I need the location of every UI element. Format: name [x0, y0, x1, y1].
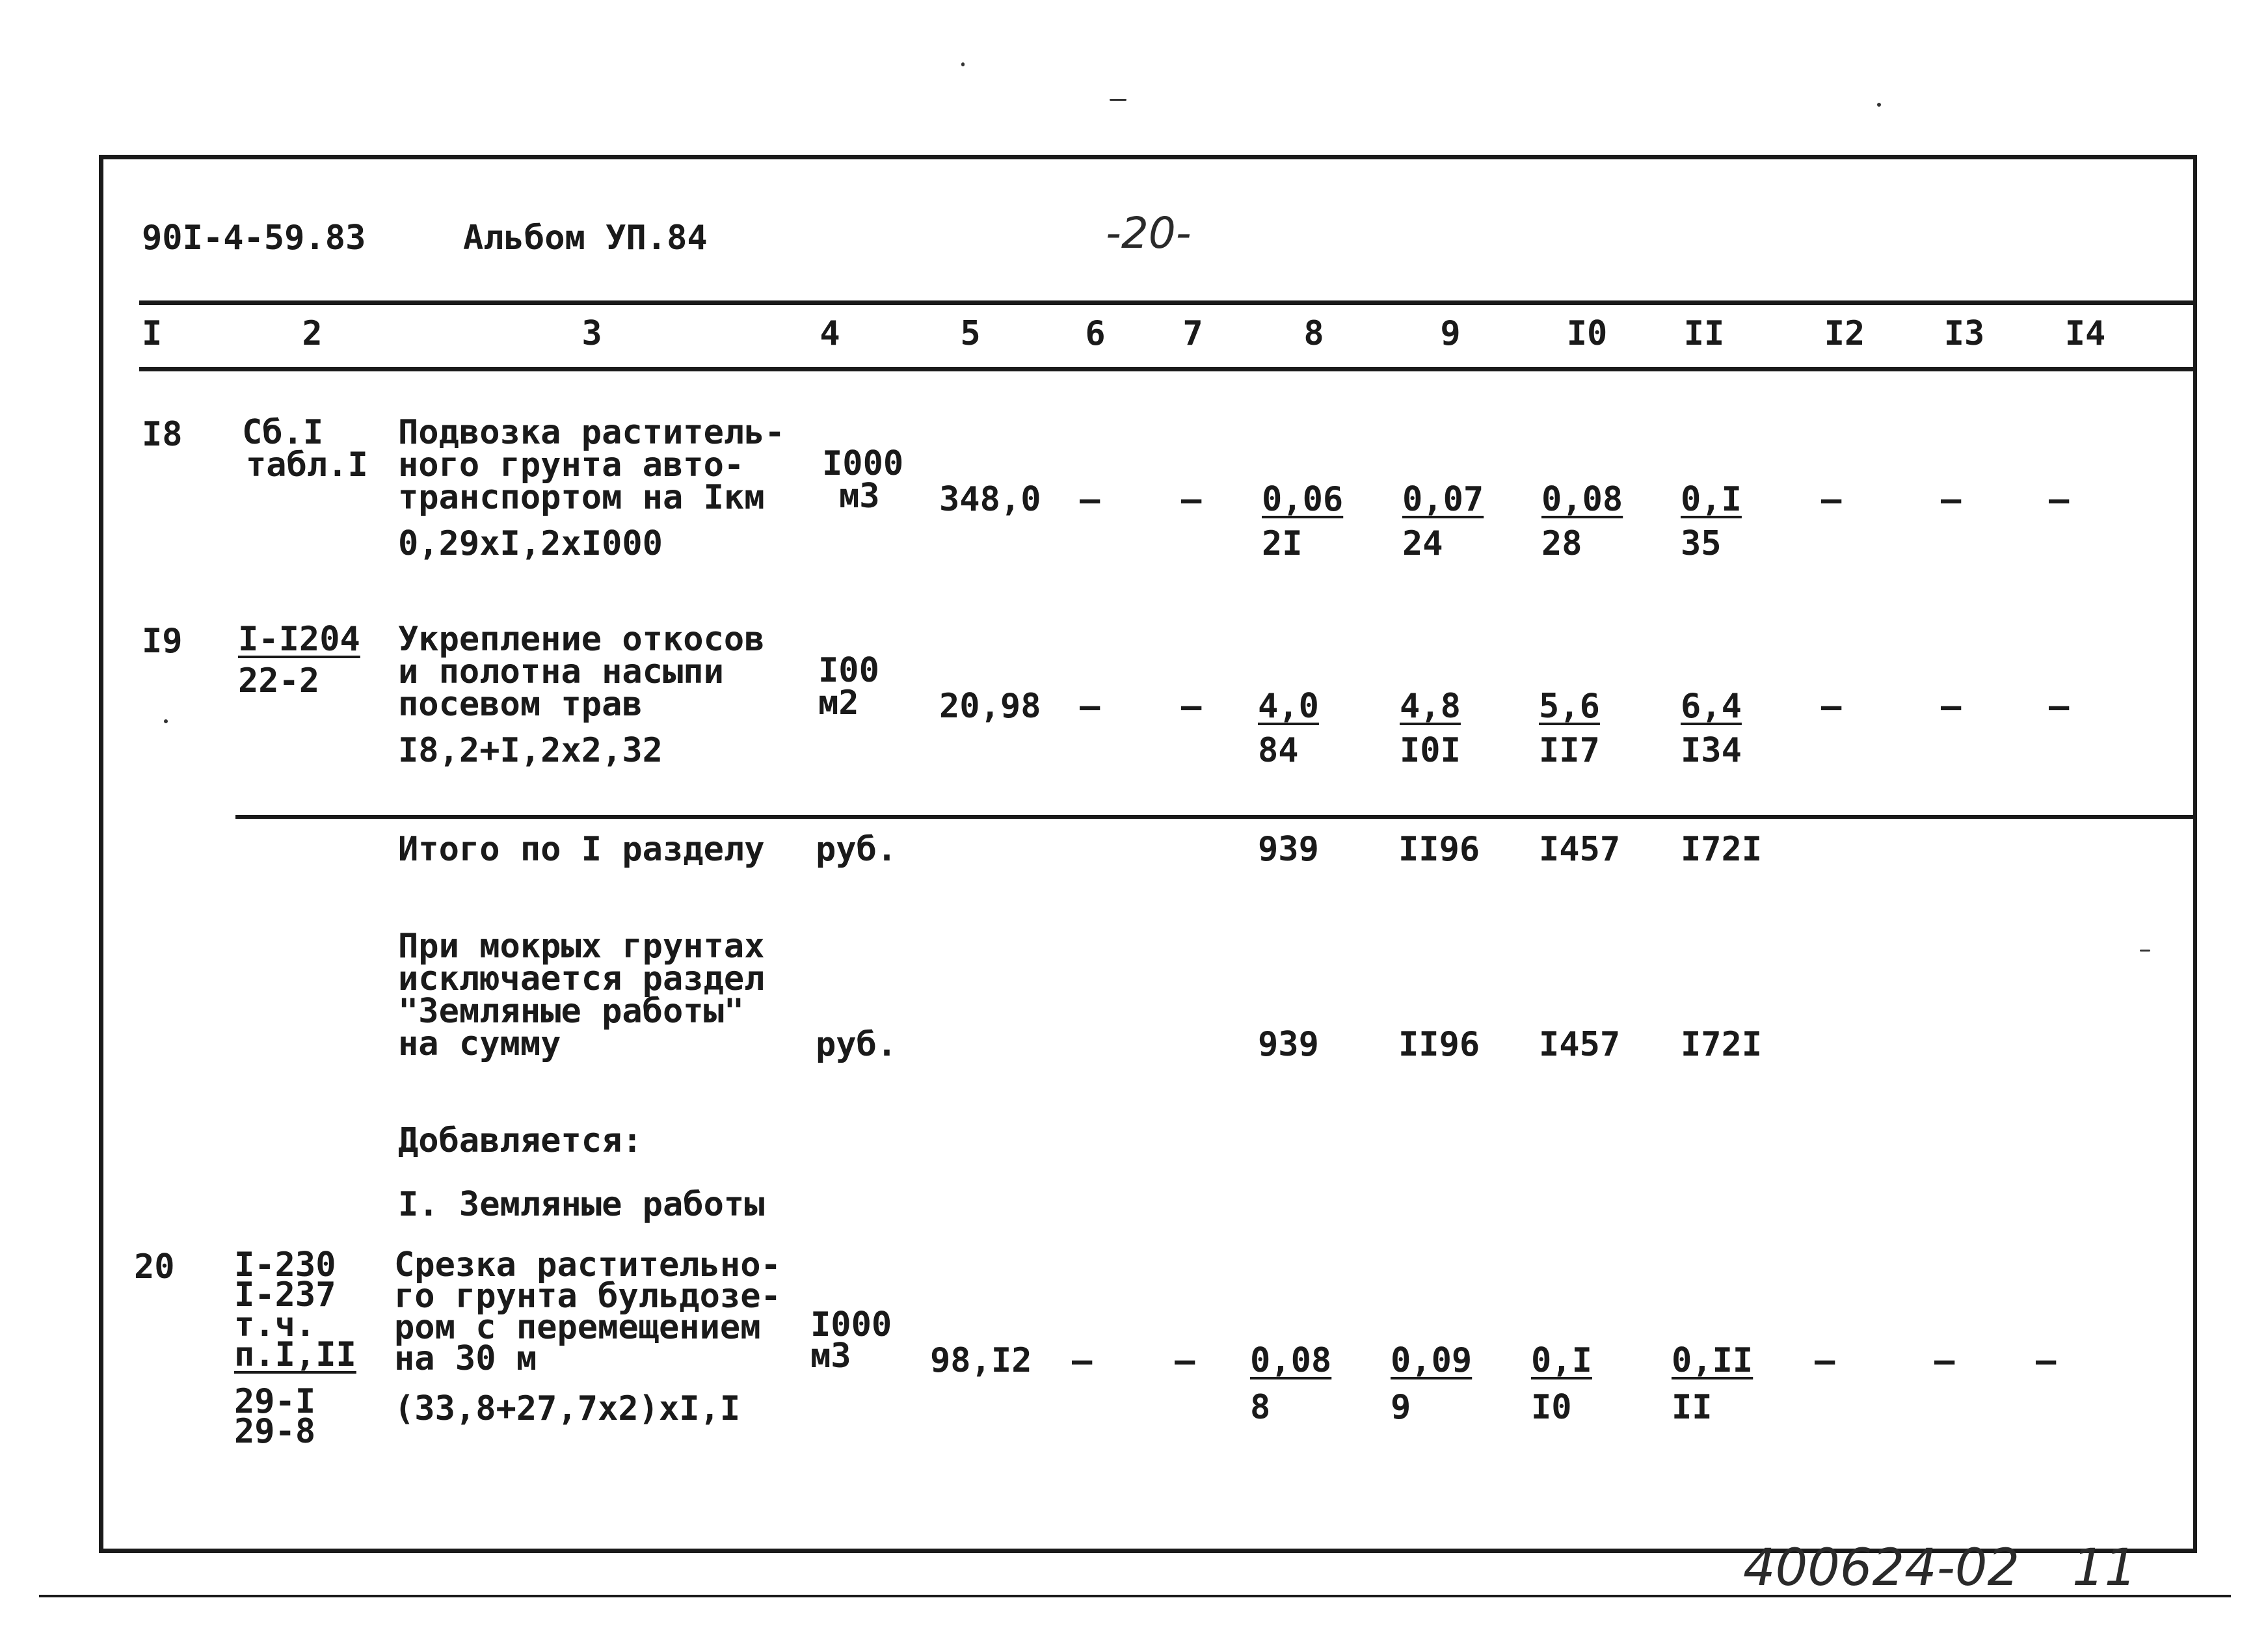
scan-speck	[2140, 950, 2150, 952]
col9-top: 0,09	[1391, 1341, 1473, 1380]
col14-value: –	[2036, 1341, 2057, 1380]
unit-line: I00	[818, 651, 879, 690]
col13-value: –	[1941, 480, 1962, 519]
note-col8: 939	[1258, 1025, 1319, 1064]
unit-line: м2	[818, 684, 859, 723]
unit-line: м3	[810, 1337, 851, 1376]
col8-top: 0,06	[1262, 480, 1344, 519]
col10-top: 0,I	[1531, 1341, 1592, 1380]
ref-line: 22-2	[238, 661, 320, 700]
col-header-11: II	[1683, 314, 1725, 353]
quantity: 348,0	[939, 480, 1041, 519]
section-label: I. Земляные работы	[398, 1185, 765, 1224]
desc-line: ром с перемещением	[394, 1308, 761, 1347]
col12-value: –	[1821, 687, 1842, 726]
col13-value: –	[1941, 687, 1962, 726]
col9-bottom: I0I	[1400, 731, 1461, 770]
formula: (33,8+27,7x2)xI,I	[394, 1389, 741, 1428]
col-header-12: I2	[1824, 314, 1865, 353]
ref-line: Сб.I	[242, 413, 324, 452]
col6-value: –	[1072, 1341, 1093, 1380]
ref-line: т.ч.	[234, 1305, 316, 1344]
col11-top: 0,I	[1681, 480, 1742, 519]
col9-top: 4,8	[1400, 687, 1461, 726]
desc-line: Подвозка раститель-	[398, 413, 785, 452]
col11-bottom: II	[1672, 1388, 1713, 1427]
subtotal-rule	[235, 815, 2197, 819]
header-top-rule	[139, 300, 2197, 305]
col12-value: –	[1815, 1341, 1835, 1380]
col14-value: –	[2049, 687, 2070, 726]
col9-top: 0,07	[1402, 480, 1484, 519]
col6-value: –	[1080, 687, 1100, 726]
col-header-14: I4	[2064, 314, 2106, 353]
formula: I8,2+I,2x2,32	[398, 731, 663, 770]
page-number: -20-	[1106, 208, 1192, 258]
col10-bottom: II7	[1539, 731, 1600, 770]
ref-line: I-237	[234, 1275, 336, 1314]
desc-line: на 30 м	[394, 1339, 537, 1378]
album-label: Альбом УП.84	[463, 219, 708, 258]
note-col10: I457	[1539, 1025, 1621, 1064]
total-unit: руб.	[816, 830, 898, 869]
footer-sheet-number: 11	[2072, 1539, 2137, 1597]
col9-bottom: 9	[1391, 1388, 1411, 1427]
note-line: на сумму	[398, 1024, 561, 1063]
unit-line: м3	[839, 477, 880, 516]
col8-bottom: 84	[1258, 731, 1299, 770]
col10-top: 5,6	[1539, 687, 1600, 726]
col-header-7: 7	[1182, 314, 1203, 353]
scan-speck	[164, 719, 168, 723]
col11-top: 6,4	[1681, 687, 1742, 726]
ref-line: I-230	[234, 1246, 336, 1285]
desc-line: ного грунта авто-	[398, 446, 745, 485]
row-number: I9	[142, 622, 183, 661]
ref-line: 29-8	[234, 1412, 316, 1451]
ref-line: п.I,II	[234, 1335, 356, 1374]
col-header-9: 9	[1440, 314, 1461, 353]
note-col9: II96	[1398, 1025, 1480, 1064]
note-col11: I72I	[1681, 1025, 1763, 1064]
col-header-2: 2	[302, 314, 323, 353]
col13-value: –	[1934, 1341, 1955, 1380]
header-bottom-rule	[139, 367, 2197, 371]
col-header-4: 4	[820, 314, 840, 353]
col14-value: –	[2049, 480, 2070, 519]
row-number: I8	[142, 415, 183, 454]
col8-top: 0,08	[1250, 1341, 1332, 1380]
scan-speck	[1877, 103, 1881, 107]
scan-speck	[1110, 99, 1126, 101]
ref-line: 29-I	[234, 1382, 316, 1421]
desc-line: транспортом на Iкм	[398, 478, 765, 517]
col12-value: –	[1821, 480, 1842, 519]
ref-line: табл.I	[246, 446, 368, 485]
col-header-10: I0	[1566, 314, 1608, 353]
quantity: 98,I2	[930, 1341, 1032, 1380]
col-header-6: 6	[1085, 314, 1106, 353]
total-col9: II96	[1398, 830, 1480, 869]
col11-bottom: 35	[1681, 524, 1722, 563]
col11-bottom: I34	[1681, 731, 1742, 770]
col11-top: 0,II	[1672, 1341, 1753, 1380]
desc-line: Срезка растительно-	[394, 1246, 781, 1285]
row-number: 20	[134, 1247, 175, 1286]
desc-line: го грунта бульдозе-	[394, 1277, 781, 1316]
note-line: При мокрых грунтах	[398, 927, 765, 966]
scan-speck	[961, 62, 965, 66]
col6-value: –	[1080, 480, 1100, 519]
col-header-3: 3	[581, 314, 602, 353]
unit-line: I000	[822, 444, 904, 483]
footer-handwritten-code: 400624-02	[1743, 1539, 2020, 1597]
col-header-5: 5	[960, 314, 981, 353]
col-header-13: I3	[1943, 314, 1985, 353]
col10-top: 0,08	[1541, 480, 1623, 519]
added-label: Добавляется:	[398, 1121, 643, 1160]
unit-line: I000	[810, 1305, 892, 1344]
total-col10: I457	[1539, 830, 1621, 869]
col-header-1: I	[142, 314, 163, 353]
col8-bottom: 8	[1250, 1388, 1271, 1427]
total-label: Итого по I разделу	[398, 830, 765, 869]
col7-value: –	[1175, 1341, 1195, 1380]
total-col11: I72I	[1681, 830, 1763, 869]
formula: 0,29xI,2xI000	[398, 524, 663, 563]
desc-line: и полотна насыпи	[398, 652, 724, 691]
col9-bottom: 24	[1402, 524, 1443, 563]
col-header-8: 8	[1303, 314, 1324, 353]
ref-line: I-I204	[238, 620, 360, 659]
col7-value: –	[1181, 480, 1202, 519]
total-col8: 939	[1258, 830, 1319, 869]
col7-value: –	[1181, 687, 1202, 726]
col10-bottom: 28	[1541, 524, 1582, 563]
note-line: исключается раздел	[398, 959, 765, 998]
desc-line: Укрепление откосов	[398, 620, 765, 659]
col10-bottom: I0	[1531, 1388, 1572, 1427]
doc-code: 90I-4-59.83	[142, 219, 366, 258]
col8-top: 4,0	[1258, 687, 1319, 726]
desc-line: посевом трав	[398, 685, 643, 724]
note-line: "Земляные работы"	[398, 992, 745, 1031]
col8-bottom: 2I	[1262, 524, 1303, 563]
quantity: 20,98	[939, 687, 1041, 726]
note-unit: руб.	[816, 1025, 898, 1064]
